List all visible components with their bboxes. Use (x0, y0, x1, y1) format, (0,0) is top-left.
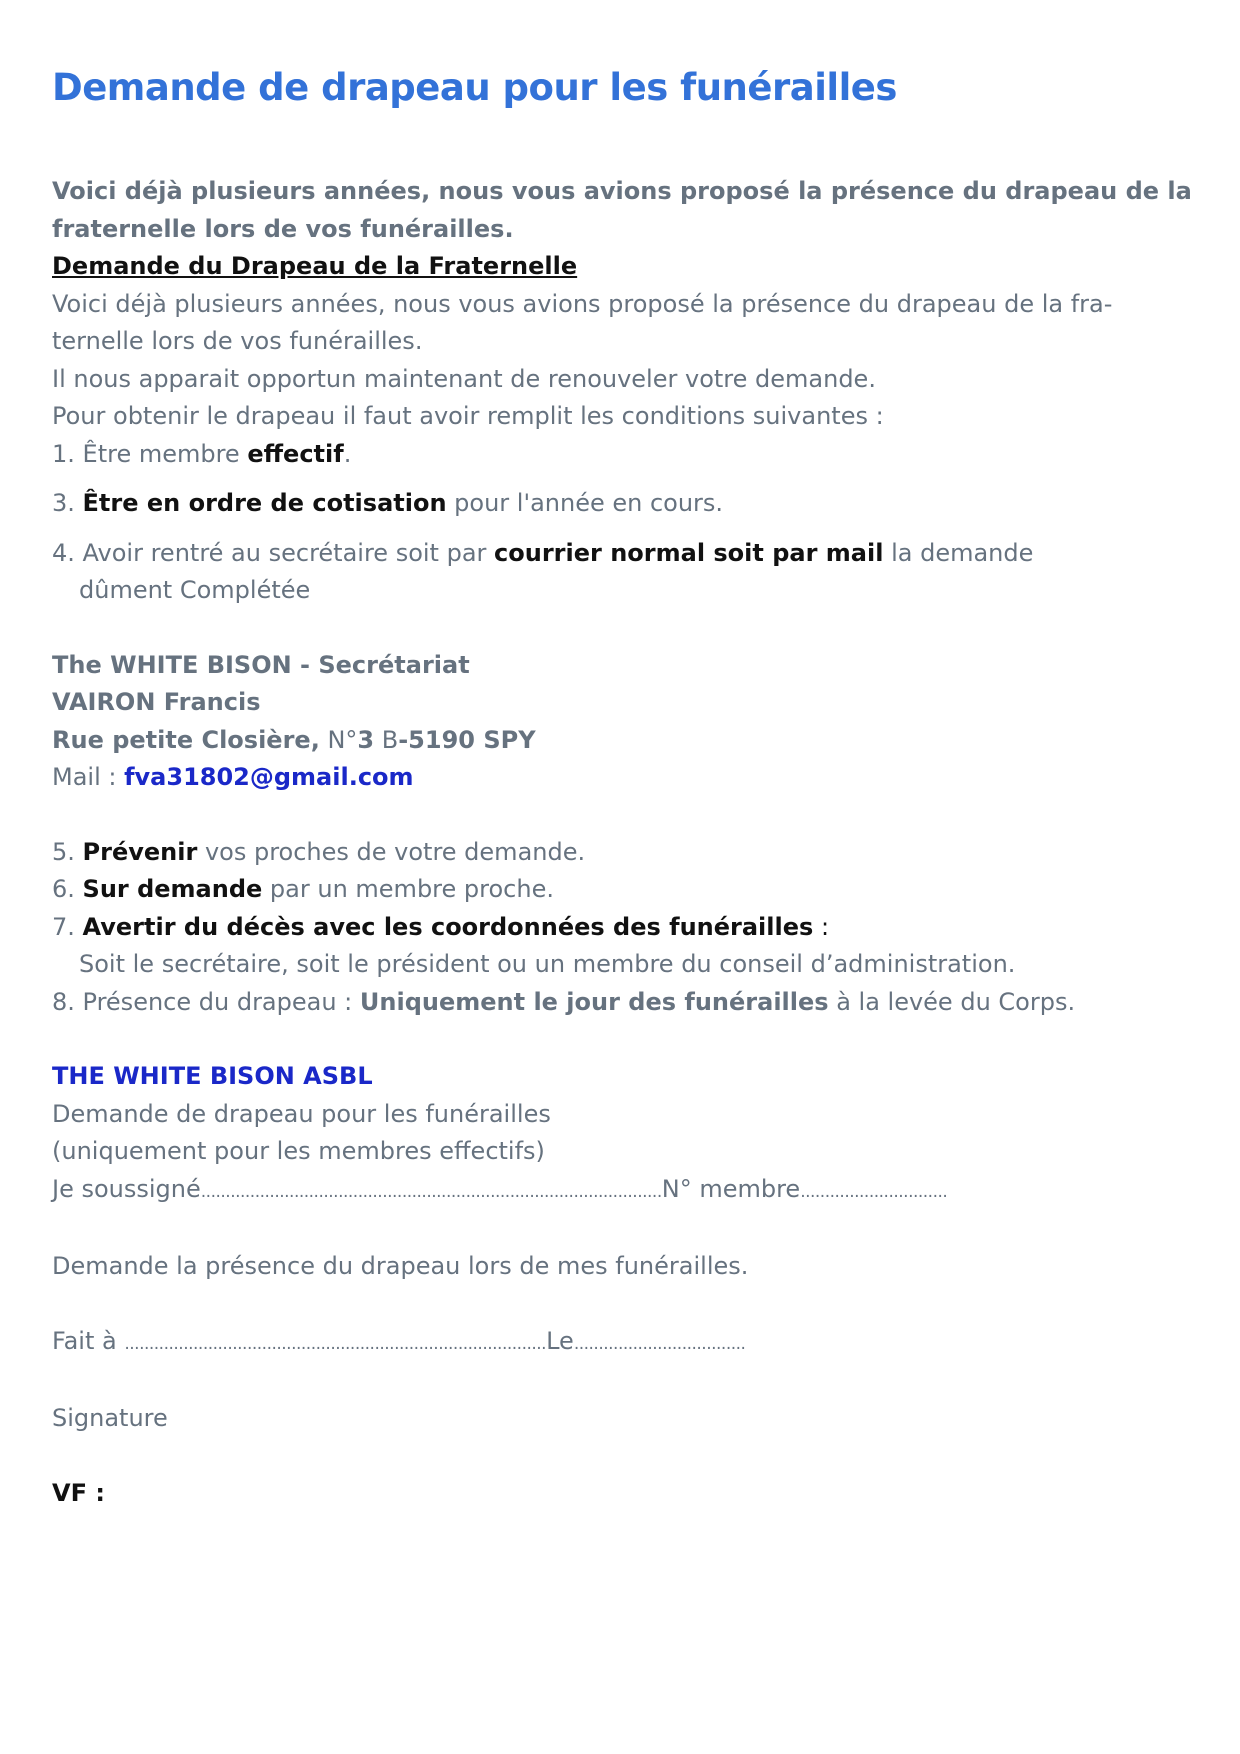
condition-6 (52, 871, 1172, 909)
spacer (52, 1438, 1172, 1475)
condition-8 (52, 984, 1172, 1022)
condition-7 (52, 909, 1172, 947)
page-title: Demande de drapeau pour les funérailles (52, 66, 897, 109)
fait-label: Fait à (52, 1326, 125, 1355)
address-postal: -5190 SPY (398, 725, 536, 754)
address-street-line (52, 722, 1172, 760)
spacer (52, 1211, 1172, 1248)
condition-8-num: 8. Présence du drapeau : (52, 987, 360, 1016)
spacer (52, 1363, 1172, 1400)
section-heading-text: Demande du Drapeau de la Fraternelle (52, 252, 578, 280)
spacer (52, 797, 1172, 834)
condition-3-num: 3. (52, 489, 83, 517)
condition-5 (52, 834, 1172, 872)
address-mail-line (52, 759, 1172, 797)
membre-field[interactable]: .............................. (800, 1181, 948, 1202)
membre-label: N° membre (661, 1174, 801, 1203)
condition-4 (52, 535, 1172, 573)
spacer (52, 1286, 1172, 1323)
condition-1-rest: . (343, 439, 352, 468)
body-line-4: Pour obtenir le drapeau il faut avoir remplit les conditions suivantes : (52, 402, 884, 430)
address-no: 3 (357, 725, 375, 754)
condition-3 (52, 485, 1172, 523)
intro-line-2: fraternelle lors de vos funérailles. (52, 214, 514, 243)
body-line-1: Voici déjà plusieurs années, nous vous avions proposé la présence du drapeau de la fra- (52, 289, 1113, 318)
condition-3-rest: pour l'année en cours. (446, 489, 724, 517)
form-fait-line (52, 1323, 1172, 1364)
soussigne-field[interactable]: .............................................................................................. (200, 1181, 662, 1202)
condition-6-num: 6. (52, 875, 83, 903)
condition-4-num: 4. Avoir rentré au secrétaire soit par (52, 538, 495, 567)
le-field[interactable]: ................................... (573, 1333, 746, 1354)
mail-label: Mail : (52, 763, 125, 791)
condition-3-bold: Être en ordre de cotisation (82, 489, 447, 517)
address-street: Rue petite Closière, (52, 725, 320, 754)
condition-5-rest: vos proches de votre demande. (197, 837, 586, 866)
document-content (52, 173, 1192, 1512)
form-request: Demande la présence du drapeau lors de mes funérailles. (52, 1252, 749, 1280)
form-line-2: (uniquement pour les membres effectifs) (52, 1137, 545, 1165)
condition-1 (52, 436, 1172, 474)
condition-7-bold: Avertir du décès avec les coordonnées des funérailles (82, 912, 814, 941)
intro-line-1: Voici déjà plusieurs années, nous vous avions proposé la présence du drapeau de la (52, 177, 1192, 205)
condition-8-rest: à la levée du Corps. (828, 987, 1076, 1016)
address-org: The WHITE BISON - Secrétariat (52, 650, 470, 679)
body-line-3: Il nous apparait opportun maintenant de renouveler votre demande. (52, 364, 876, 393)
form-soussigne-line (52, 1171, 1172, 1212)
soussigne-label: Je soussigné (52, 1174, 201, 1203)
spacer (52, 523, 1172, 535)
signature-label: Signature (52, 1404, 168, 1432)
condition-4-rest: la demande (883, 538, 1034, 567)
address-name: VAIRON Francis (52, 688, 261, 716)
vf-label: VF : (52, 1478, 105, 1507)
section-heading (52, 248, 1172, 286)
form-org: THE WHITE BISON ASBL (52, 1062, 373, 1090)
le-label: Le (546, 1326, 574, 1355)
address-postal-prefix: B (374, 725, 399, 754)
condition-6-rest: par un membre proche. (262, 875, 554, 903)
condition-4-bold: courrier normal soit par mail (494, 538, 884, 567)
spacer (52, 610, 1172, 647)
condition-8-bold: Uniquement le jour des funérailles (359, 987, 829, 1016)
address-no-prefix: N° (319, 725, 358, 754)
body-line-2: ternelle lors de vos funérailles. (52, 327, 423, 355)
condition-1-num: 1. Être membre (52, 439, 248, 468)
condition-5-num: 5. (52, 837, 83, 866)
condition-5-bold: Prévenir (82, 837, 198, 866)
mail-link[interactable]: fva31802@gmail.com (124, 763, 414, 791)
condition-4-line-2: dûment Complétée (79, 576, 311, 604)
form-line-1: Demande de drapeau pour les funérailles (52, 1099, 551, 1128)
spacer (52, 473, 1172, 485)
condition-1-bold: effectif (247, 439, 344, 468)
fait-field[interactable]: ...................................................................................... (124, 1333, 547, 1354)
condition-7-line-2: Soit le secrétaire, soit le président ou un membre du conseil d’administration. (79, 950, 1016, 978)
condition-7-num: 7. (52, 912, 83, 941)
condition-7-rest: : (813, 912, 830, 941)
spacer (52, 1021, 1172, 1058)
condition-6-bold: Sur demande (82, 875, 263, 903)
